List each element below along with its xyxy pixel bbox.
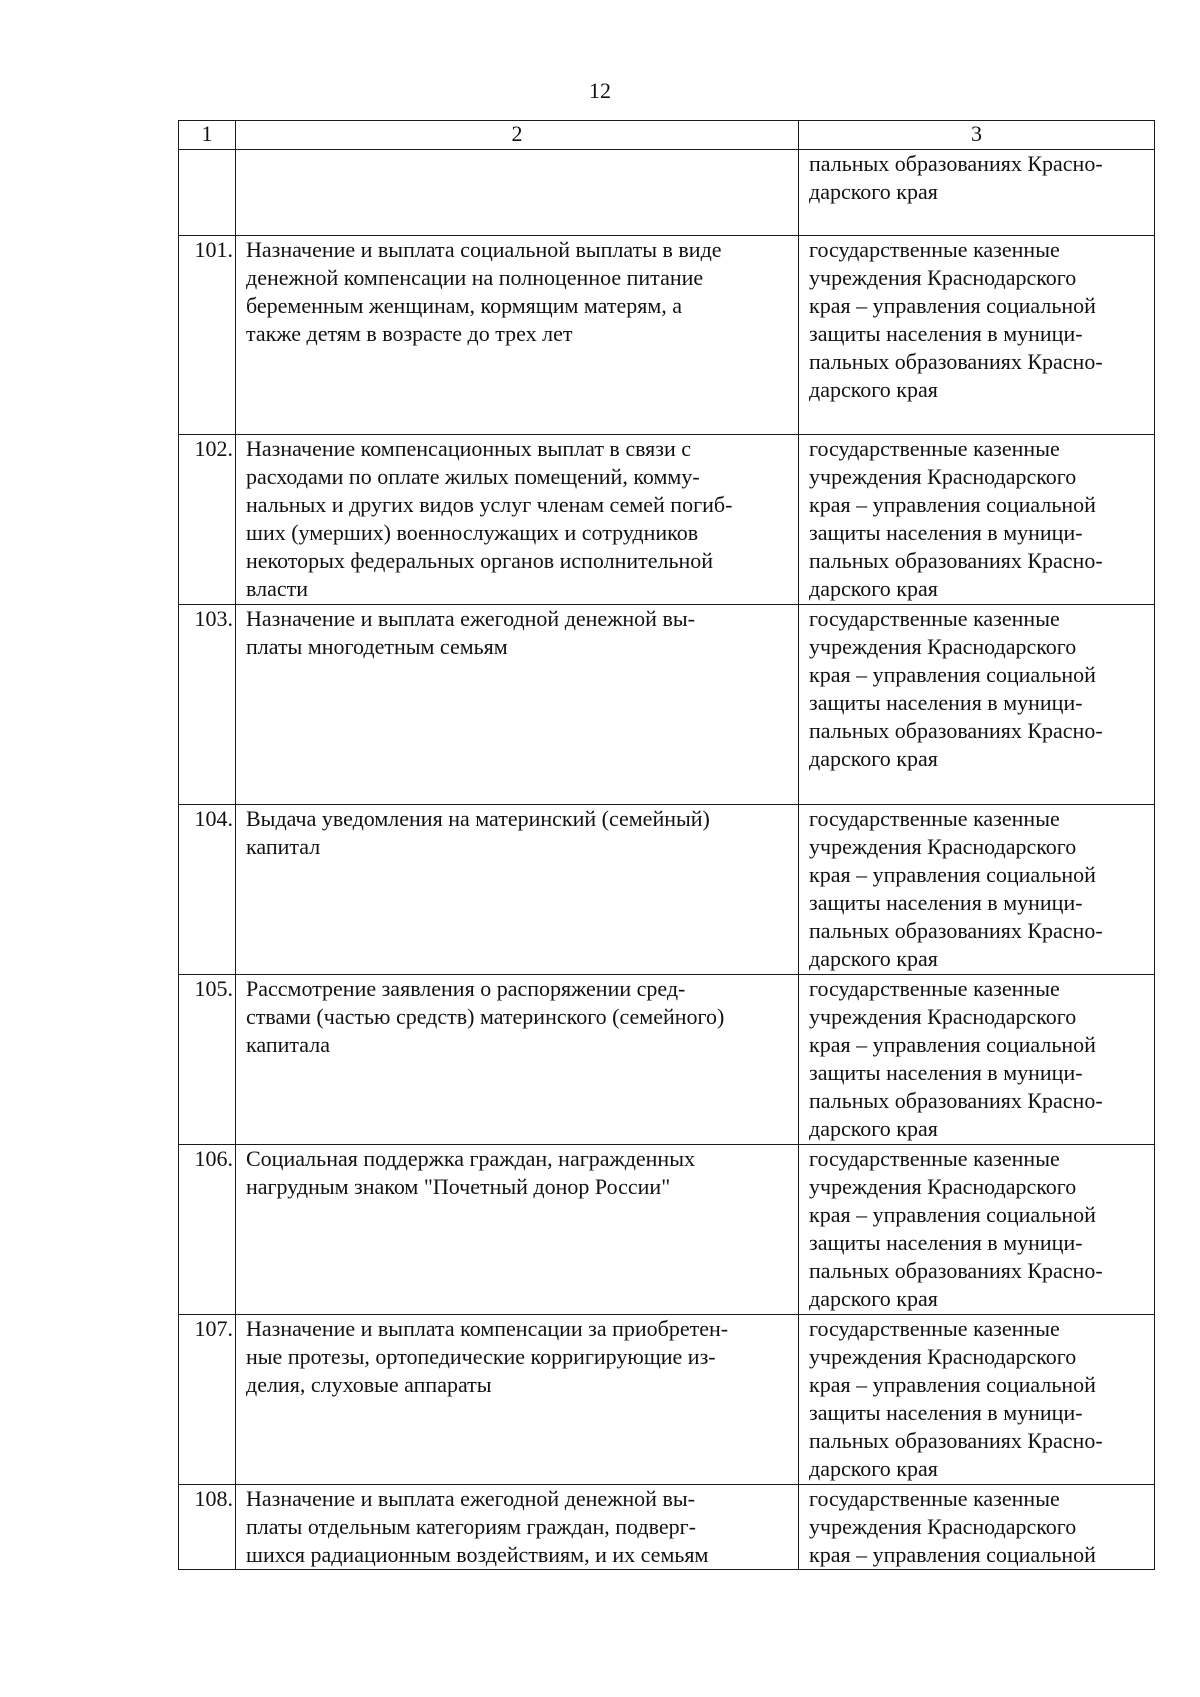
responsible-authority: государственные казенные учреждения Краснодарского края – управления социальной защиты населения в муници- пальных образованиях Красно- дарского края [799,605,1155,805]
row-number: 105. [179,975,236,1145]
row-number: 104. [179,805,236,975]
row-number: 106. [179,1145,236,1315]
service-name [236,150,799,236]
service-name: Назначение компенсационных выплат в связи с расходами по оплате жилых помещений, комму- нальных и других видов услуг членам семей погиб- ших (умерших) военнослужащих и сотрудников некоторых федеральных органов исполнительной власти [236,435,799,605]
table-row [179,975,1155,1145]
responsible-authority: пальных образованиях Красно- дарского края [799,150,1155,236]
row-number [179,150,236,236]
responsible-authority: государственные казенные учреждения Краснодарского края – управления социальной защиты населения в муници- пальных образованиях Красно- дарского края [799,435,1155,605]
responsible-authority: государственные казенные учреждения Краснодарского края – управления социальной защиты населения в муници- пальных образованиях Красно- дарского края [799,805,1155,975]
responsible-authority: государственные казенные учреждения Краснодарского края – управления социальной защиты населения в муници- пальных образованиях Красно- дарского края [799,1145,1155,1315]
table-row [179,1485,1155,1570]
table-row [179,805,1155,975]
column-header-2: 2 [236,121,799,150]
header-row [179,121,1155,150]
service-name: Рассмотрение заявления о распоряжении сред- ствами (частью средств) материнского (семейного) капитала [236,975,799,1145]
table-row [179,1145,1155,1315]
page-number: 12 [589,78,611,103]
row-number: 108. [179,1485,236,1570]
responsible-authority: государственные казенные учреждения Краснодарского края – управления социальной защиты населения в муници- пальных образованиях Красно- дарского края [799,1315,1155,1485]
table-row [179,605,1155,805]
services-table [178,120,1155,1570]
table-row [179,1315,1155,1485]
table-row-continuation [179,150,1155,236]
row-number: 107. [179,1315,236,1485]
responsible-authority: государственные казенные учреждения Краснодарского края – управления социальной защиты населения в муници- пальных образованиях Красно- дарского края [799,236,1155,435]
column-header-3: 3 [799,121,1155,150]
row-number: 101. [179,236,236,435]
service-name: Выдача уведомления на материнский (семейный) капитал [236,805,799,975]
column-header-1: 1 [179,121,236,150]
service-name: Социальная поддержка граждан, награжденных нагрудным знаком "Почетный донор России" [236,1145,799,1315]
service-name: Назначение и выплата компенсации за приобретен- ные протезы, ортопедические корригирующие из- делия, слуховые аппараты [236,1315,799,1485]
service-name: Назначение и выплата социальной выплаты в виде денежной компенсации на полноценное питание беременным женщинам, кормящим матерям, а также детям в возрасте до трех лет [236,236,799,435]
responsible-authority: государственные казенные учреждения Краснодарского края – управления социальной защиты населения в муници- пальных образованиях Красно- дарского края [799,975,1155,1145]
service-name: Назначение и выплата ежегодной денежной вы- платы многодетным семьям [236,605,799,805]
row-number: 103. [179,605,236,805]
table-row [179,236,1155,435]
service-name: Назначение и выплата ежегодной денежной вы- платы отдельным категориям граждан, подверг- шихся радиационным воздействиям, и их семьям [236,1485,799,1570]
responsible-authority: государственные казенные учреждения Краснодарского края – управления социальной [799,1485,1155,1570]
table-row [179,435,1155,605]
row-number: 102. [179,435,236,605]
